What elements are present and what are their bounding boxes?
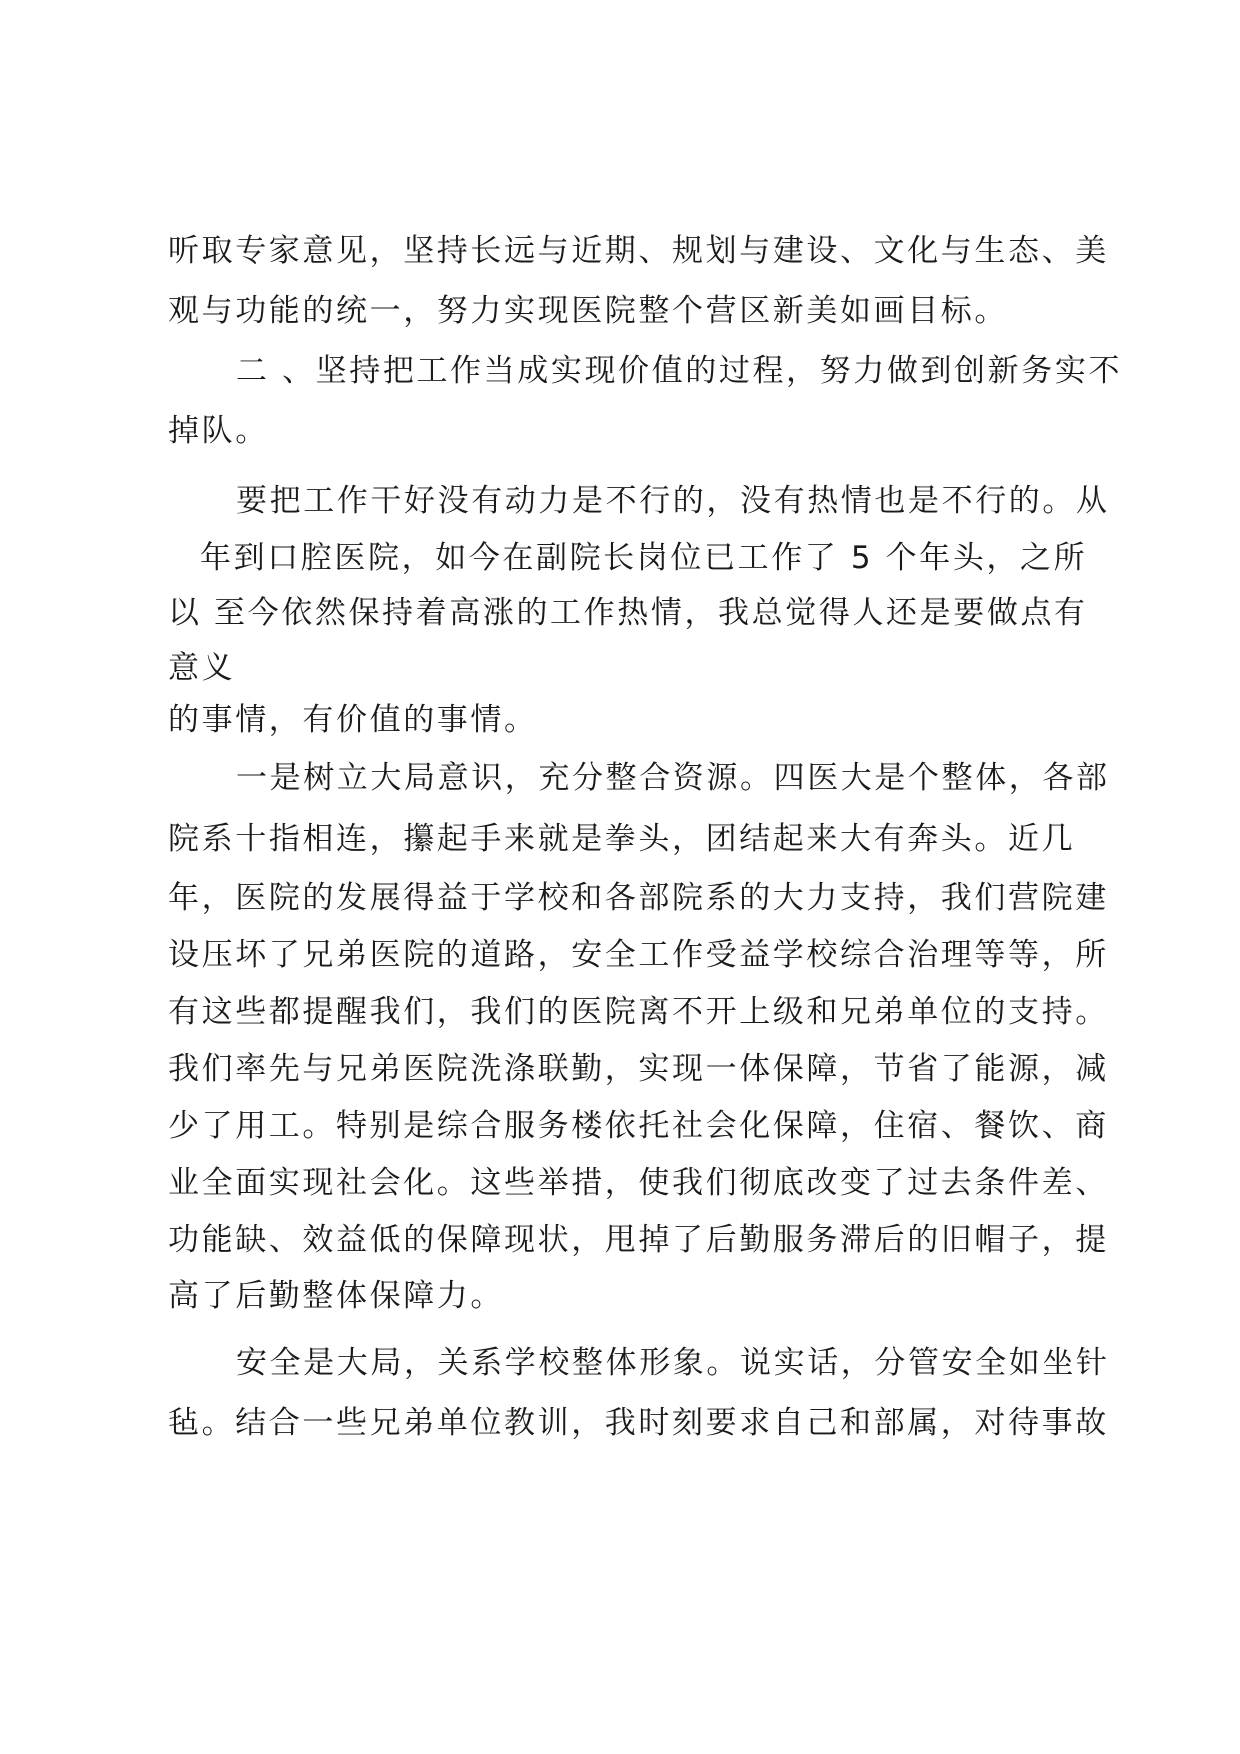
text-line: 的事情，有价值的事情。 [168, 702, 538, 738]
text-line: 毡。结合一些兄弟单位教训，我时刻要求自己和部属，对待事故 [168, 1405, 1109, 1441]
text-line: 意义 [168, 650, 236, 686]
text-line: 年，医院的发展得益于学校和各部院系的大力支持，我们营院建 [168, 880, 1109, 916]
text-line: 听取专家意见，坚持长远与近期、规划与建设、文化与生态、美 [168, 233, 1109, 269]
text-line: 年到口腔医院，如今在副院长岗位已工作了 5 个年头，之所 [200, 540, 1088, 576]
text-line: 功能缺、效益低的保障现状，甩掉了后勤服务滞后的旧帽子，提 [168, 1222, 1109, 1258]
text-line: 观与功能的统一，努力实现医院整个营区新美如画目标。 [168, 293, 1008, 329]
text-line: 安全是大局，关系学校整体形象。说实话，分管安全如坐针 [236, 1345, 1110, 1381]
section-heading-continuation: 掉队。 [168, 413, 269, 449]
text-line: 以 至今依然保持着高涨的工作热情，我总觉得人还是要做点有 [168, 595, 1088, 631]
section-heading: 二 、坚持把工作当成实现价值的过程，努力做到创新务实不 [236, 353, 1123, 389]
text-line: 我们率先与兄弟医院洗涤联勤，实现一体保障，节省了能源，减 [168, 1051, 1109, 1087]
text-line: 设压坏了兄弟医院的道路，安全工作受益学校综合治理等等，所 [168, 937, 1109, 973]
text-line: 院系十指相连，攥起手来就是拳头，团结起来大有奔头。近几 [168, 821, 1076, 857]
text-line: 要把工作干好没有动力是不行的，没有热情也是不行的。从 [236, 483, 1110, 519]
text-line: 高了后勤整体保障力。 [168, 1278, 504, 1314]
text-line: 业全面实现社会化。这些举措，使我们彻底改变了过去条件差、 [168, 1165, 1109, 1201]
text-line: 有这些都提醒我们，我们的医院离不开上级和兄弟单位的支持。 [168, 994, 1109, 1030]
text-line: 少了用工。特别是综合服务楼依托社会化保障，住宿、餐饮、商 [168, 1108, 1109, 1144]
text-line: 一是树立大局意识，充分整合资源。四医大是个整体，各部 [236, 760, 1110, 796]
